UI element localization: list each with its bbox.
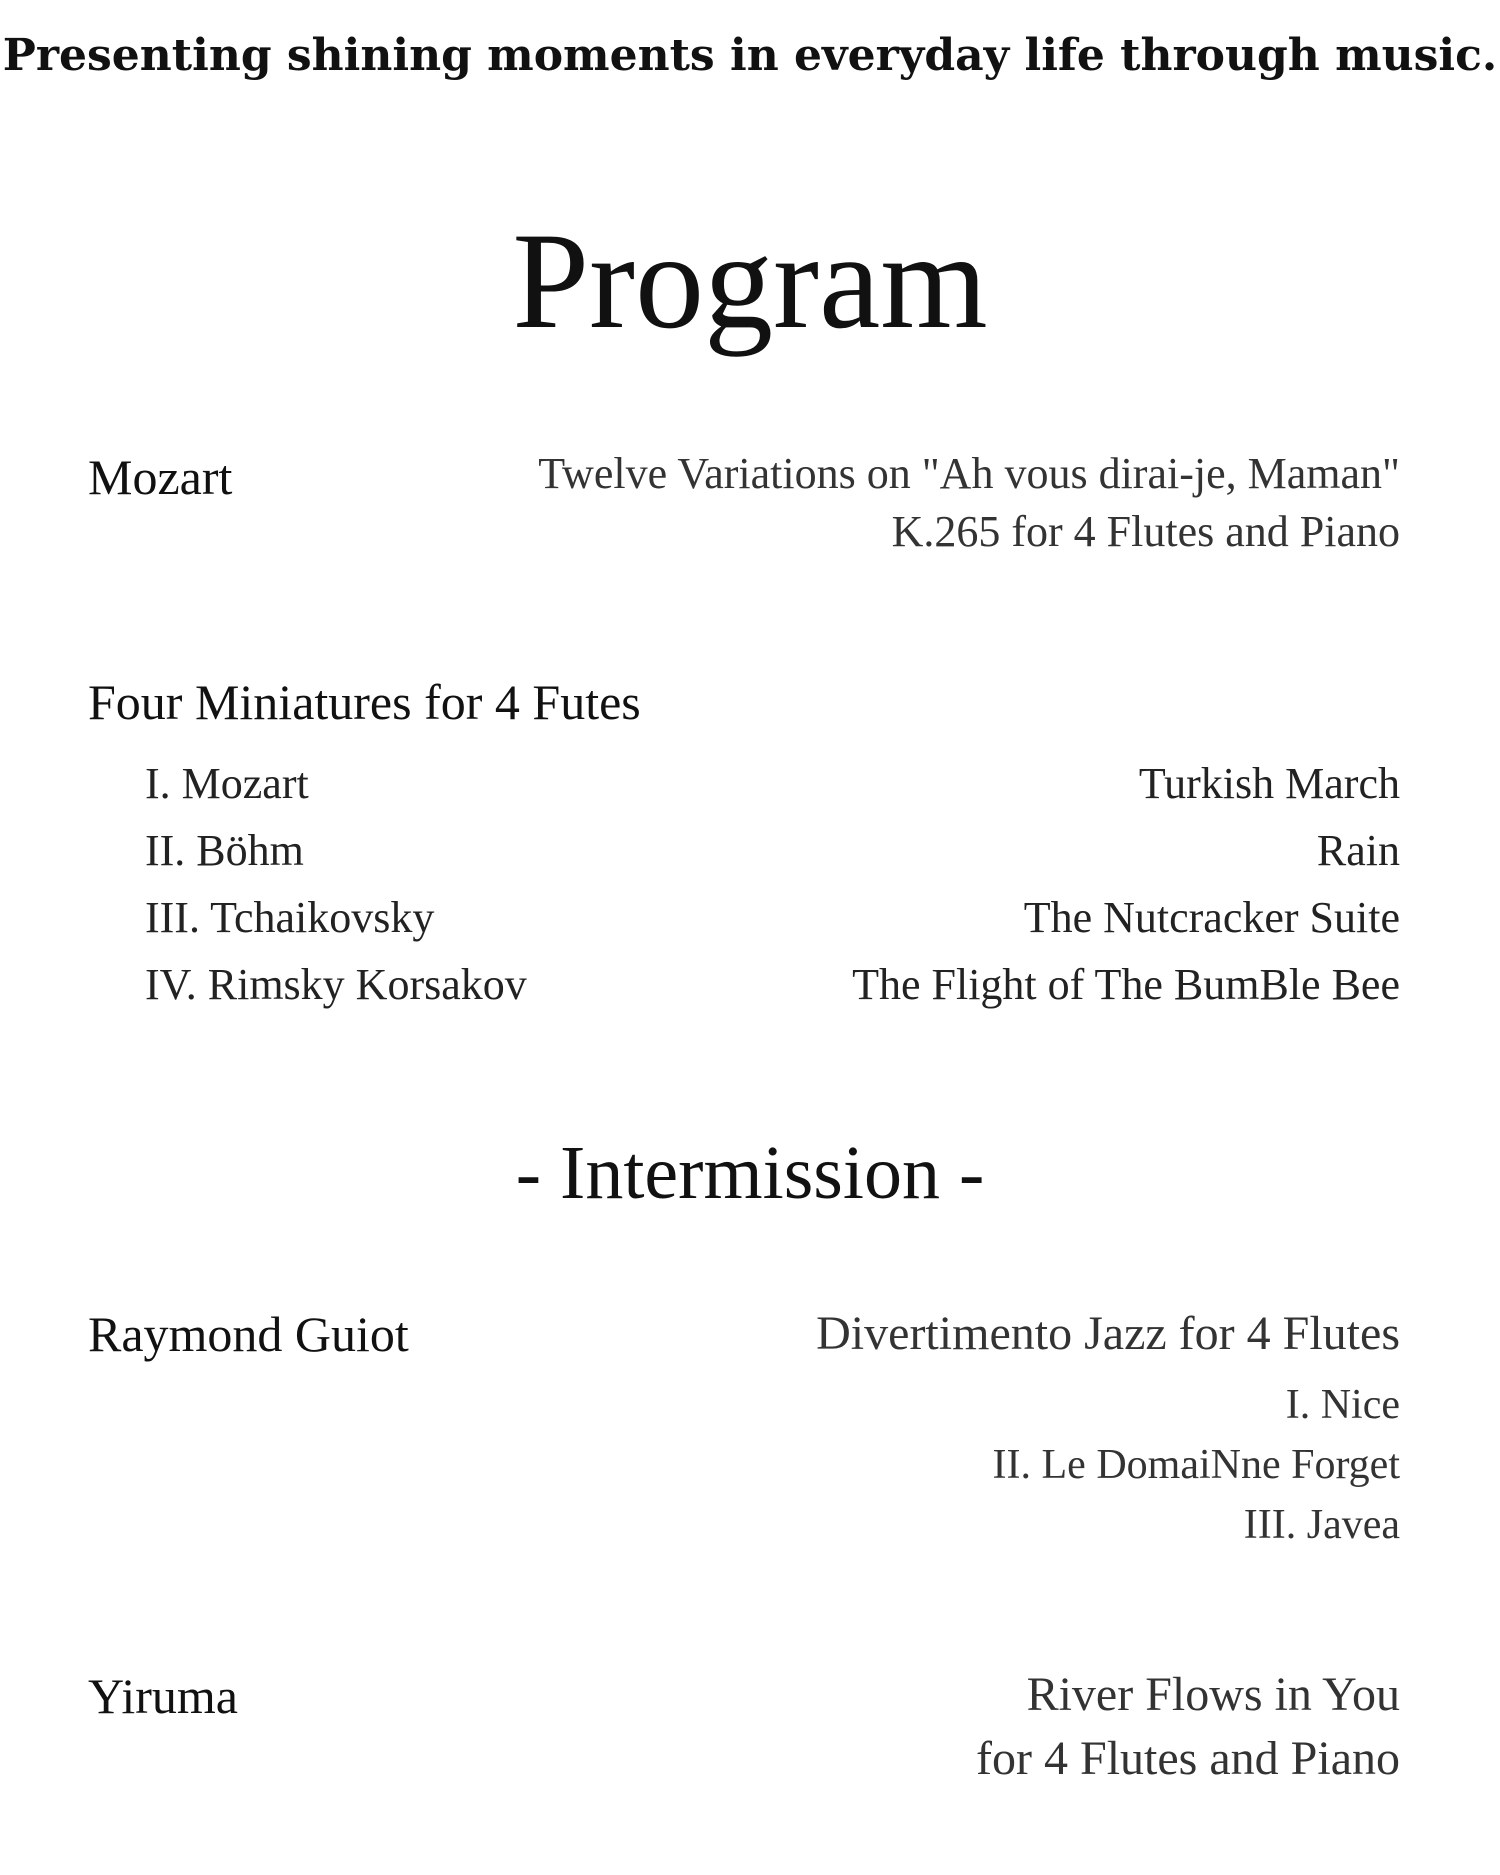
- miniatures-list: [145, 758, 1400, 1026]
- movement-composer: II. Böhm: [145, 826, 304, 875]
- list-item: [145, 825, 1400, 892]
- list-item: [145, 892, 1400, 959]
- composer-mozart: Mozart: [88, 449, 233, 505]
- movement-composer: III. Tchaikovsky: [145, 893, 435, 942]
- movement-piece: Turkish March: [1138, 759, 1400, 808]
- composer-guiot: Raymond Guiot: [88, 1306, 409, 1362]
- movement-piece: The Flight of The BumBle Bee: [852, 960, 1400, 1009]
- tagline: Presenting shining moments in everyday life through music.: [2, 30, 1498, 81]
- work-title: Divertimento Jazz for 4 Flutes: [816, 1307, 1400, 1360]
- work-line: K.265 for 4 Flutes and Piano: [891, 507, 1400, 556]
- movement-item: II. Le DomaiNne Forget: [992, 1442, 1400, 1488]
- list-item: [145, 959, 1400, 1026]
- intermission-heading: - Intermission -: [515, 1131, 985, 1215]
- movement-item: I. Nice: [1285, 1382, 1400, 1428]
- page-title: Program: [512, 204, 988, 357]
- work-mozart-variations: [538, 445, 1400, 561]
- movement-composer: IV. Rimsky Korsakov: [145, 960, 527, 1009]
- work-line: River Flows in You: [1026, 1668, 1400, 1721]
- work-line: Twelve Variations on "Ah vous dirai-je, Maman": [538, 449, 1400, 498]
- work-divertimento-jazz: [816, 1305, 1400, 1363]
- section-heading-miniatures: Four Miniatures for 4 Futes: [88, 674, 641, 730]
- movements-list: [993, 1375, 1400, 1555]
- movement-composer: I. Mozart: [145, 759, 309, 808]
- movement-piece: Rain: [1316, 826, 1400, 875]
- composer-yiruma: Yiruma: [88, 1668, 238, 1724]
- work-river-flows: [976, 1663, 1400, 1791]
- list-item: [145, 758, 1400, 825]
- movement-item: III. Javea: [1243, 1502, 1400, 1548]
- work-line: for 4 Flutes and Piano: [976, 1732, 1400, 1785]
- movement-piece: The Nutcracker Suite: [1023, 893, 1400, 942]
